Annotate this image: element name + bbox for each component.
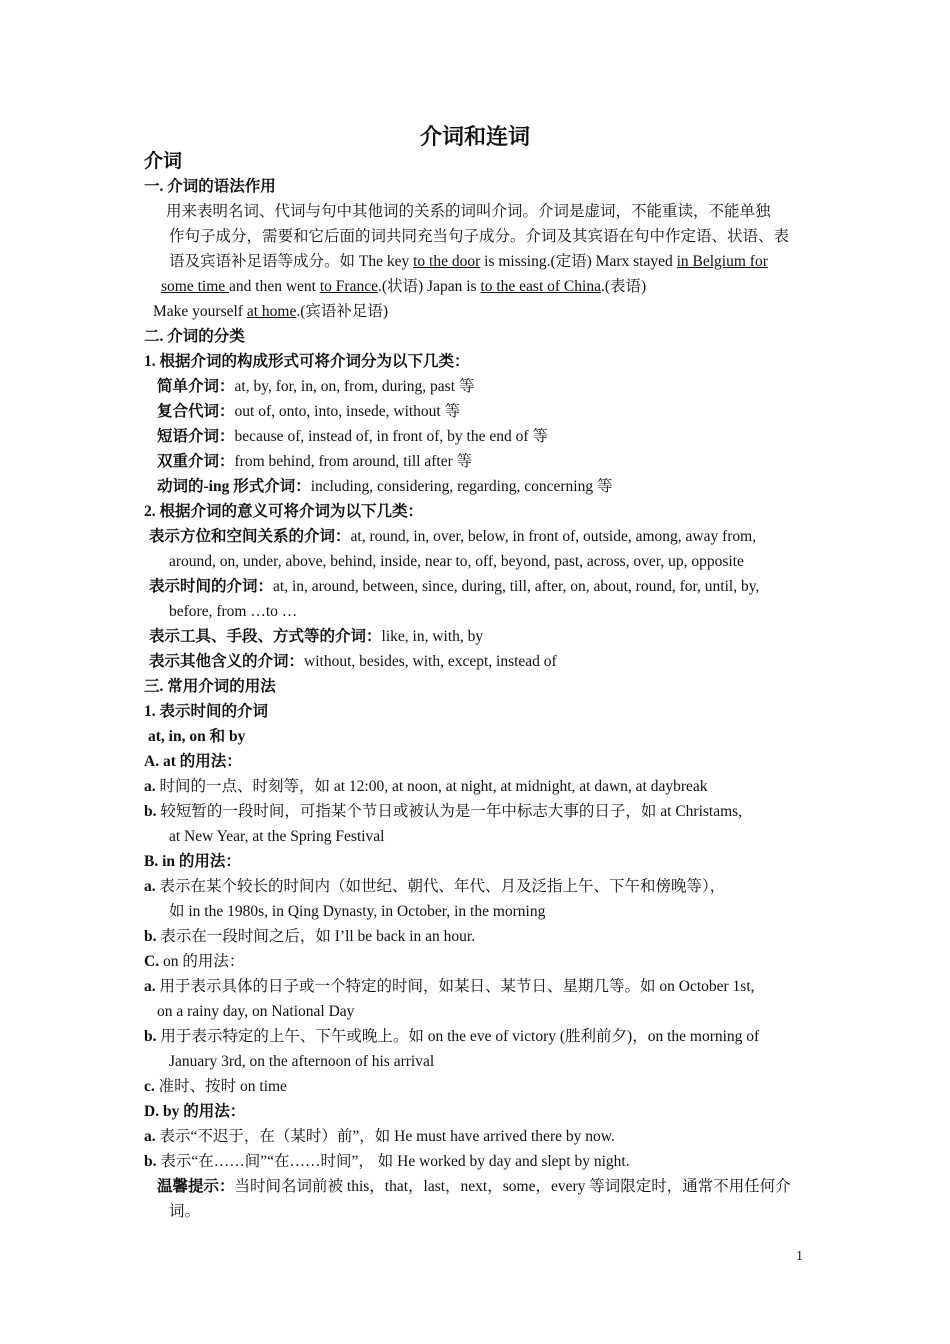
paragraph-line [144, 299, 808, 324]
list-item [144, 399, 808, 424]
text-run: .(宾语补足语) [296, 303, 389, 320]
item-text: 较短暂的一段时间，可指某个节日或被认为是一年中标志大事的日子，如 at Christams, [156, 803, 743, 820]
list-item-continuation: around, on, under, above, behind, inside, near to, off, beyond, past, across, over, up, opposite [169, 553, 744, 570]
page-number: 1 [796, 1249, 803, 1264]
usage-item-continuation: 如 in the 1980s, in Qing Dynasty, in October, in the morning [169, 903, 546, 920]
underlined-example: to France [319, 278, 378, 295]
usage-item-continuation: at New Year, at the Spring Festival [169, 828, 385, 845]
tip-text: 当时间名词前被 this，that，last，next，some，every 等词限定时，通常不用任何介 [234, 1178, 791, 1195]
item-label: 表示时间的介词： [149, 578, 274, 595]
item-text: 表示在某个较长的时间内（如世纪、朝代、年代、月及泛指上午、下午和傍晚等）， [155, 878, 726, 895]
item-text: on 的用法： [159, 953, 245, 970]
usage-item [144, 874, 808, 899]
item-marker: b. [144, 803, 157, 820]
usage-item-continuation: January 3rd, on the afternoon of his arrival [169, 1053, 435, 1070]
section-heading-prepositions: 介词 [144, 151, 183, 172]
usage-item [144, 1124, 808, 1149]
tip-label: 温馨提示： [157, 1178, 235, 1195]
usage-heading-at: A. at 的用法： [144, 753, 242, 770]
list-item [144, 474, 808, 499]
text-run: 语及宾语补足语等成分。如 The key [169, 253, 414, 270]
text-run: Make yourself [153, 303, 247, 320]
underlined-example: to the door [413, 253, 481, 270]
item-text: out of, onto, into, insede, without 等 [234, 403, 461, 420]
text-run: and then went [229, 278, 320, 295]
item-label: 复合代词： [157, 403, 235, 420]
list-item-continuation: before, from …to … [169, 603, 298, 620]
list-item [144, 649, 808, 674]
document-title: 介词和连词 [419, 124, 530, 149]
item-text: 表示“不迟于，在（某时）前”，如 He must have arrived there by now. [155, 1128, 615, 1145]
list-item [144, 624, 808, 649]
item-marker: b. [144, 1153, 157, 1170]
underlined-example: to the east of China [480, 278, 601, 295]
tip-note [144, 1174, 808, 1199]
item-text: 时间的一点、时刻等，如 at 12:00, at noon, at night, at midnight, at dawn, at daybreak [155, 778, 708, 795]
item-text: at, by, for, in, on, from, during, past 等 [234, 378, 475, 395]
paragraph-line: 作句子成分，需要和它后面的词共同充当句子成分。介词及其宾语在句中作定语、状语、表 [169, 228, 790, 245]
usage-item [144, 924, 808, 949]
item-text: including, considering, regarding, concerning 等 [310, 478, 613, 495]
item-marker: a. [144, 778, 156, 795]
usage-heading-by: D. by 的用法： [144, 1103, 246, 1120]
heading-classification: 二. 介词的分类 [144, 328, 245, 345]
item-text: 用于表示特定的上午、下午或晚上。如 on the eve of victory (胜利前夕)，on the morning of [156, 1028, 760, 1045]
heading-grammar-function: 一. 介词的语法作用 [144, 178, 276, 195]
item-marker: a. [144, 1128, 156, 1145]
underlined-example: at home [246, 303, 297, 320]
usage-item [144, 974, 808, 999]
group-heading: at, in, on 和 by [148, 728, 246, 745]
item-label: 双重介词： [157, 453, 235, 470]
item-marker: a. [144, 978, 156, 995]
item-text: because of, instead of, in front of, by the end of 等 [234, 428, 548, 445]
usage-item [144, 1149, 808, 1174]
item-label: 表示其他含义的介词： [149, 653, 305, 670]
item-marker: c. [144, 1078, 155, 1095]
item-text: like, in, with, by [381, 628, 484, 645]
item-marker: b. [144, 1028, 157, 1045]
usage-item [144, 1074, 808, 1099]
usage-heading-in: B. in 的用法： [144, 853, 241, 870]
item-text: from behind, from around, till after 等 [234, 453, 473, 470]
item-label: 动词的-ing 形式介词： [157, 478, 311, 495]
list-item [144, 374, 808, 399]
item-marker: a. [144, 878, 156, 895]
item-marker: b. [144, 928, 157, 945]
paragraph-line: 用来表明名词、代词与句中其他词的关系的词叫介词。介词是虚词，不能重读，不能单独 [166, 203, 771, 220]
heading-common-usage: 三. 常用介词的用法 [144, 678, 276, 695]
subheading-by-meaning: 2. 根据介词的意义可将介词为以下几类： [144, 503, 424, 520]
item-text: 表示在一段时间之后，如 I’ll be back in an hour. [156, 928, 476, 945]
paragraph-line [144, 274, 808, 299]
document-body [144, 174, 808, 1224]
item-text: 表示“在……间”“在……时间”， 如 He worked by day and slept by night. [156, 1153, 630, 1170]
text-run: .(状语) Japan is [377, 278, 481, 295]
item-text: 准时、按时 on time [154, 1078, 287, 1095]
list-item [144, 424, 808, 449]
item-text: 用于表示具体的日子或一个特定的时间，如某日、某节日、星期几等。如 on October 1st, [155, 978, 755, 995]
usage-item [144, 1024, 808, 1049]
tip-note-continuation: 词。 [169, 1203, 201, 1220]
usage-item [144, 799, 808, 824]
list-item [144, 574, 808, 599]
item-label: 短语介词： [157, 428, 235, 445]
text-run: is missing.(定语) Marx stayed [480, 253, 677, 270]
item-label: 简单介词： [157, 378, 235, 395]
underlined-example: in Belgium for [676, 253, 768, 270]
item-label: 表示方位和空间关系的介词： [149, 528, 351, 545]
item-text: without, besides, with, except, instead of [304, 653, 557, 670]
usage-heading-on [144, 949, 808, 974]
subheading-time-prepositions: 1. 表示时间的介词 [144, 703, 269, 720]
item-text: at, in, around, between, since, during, till, after, on, about, round, for, until, by, [273, 578, 760, 595]
item-label: 表示工具、手段、方式等的介词： [149, 628, 382, 645]
list-item [144, 449, 808, 474]
subheading-by-form: 1. 根据介词的构成形式可将介词分为以下几类： [144, 353, 470, 370]
paragraph-line [144, 249, 808, 274]
text-run: .(表语) [600, 278, 647, 295]
usage-item-continuation: on a rainy day, on National Day [157, 1003, 355, 1020]
item-text: at, round, in, over, below, in front of, outside, among, away from, [350, 528, 757, 545]
underlined-example: some time [161, 278, 230, 295]
list-item [144, 524, 808, 549]
item-marker: C. [144, 953, 160, 970]
usage-item [144, 774, 808, 799]
